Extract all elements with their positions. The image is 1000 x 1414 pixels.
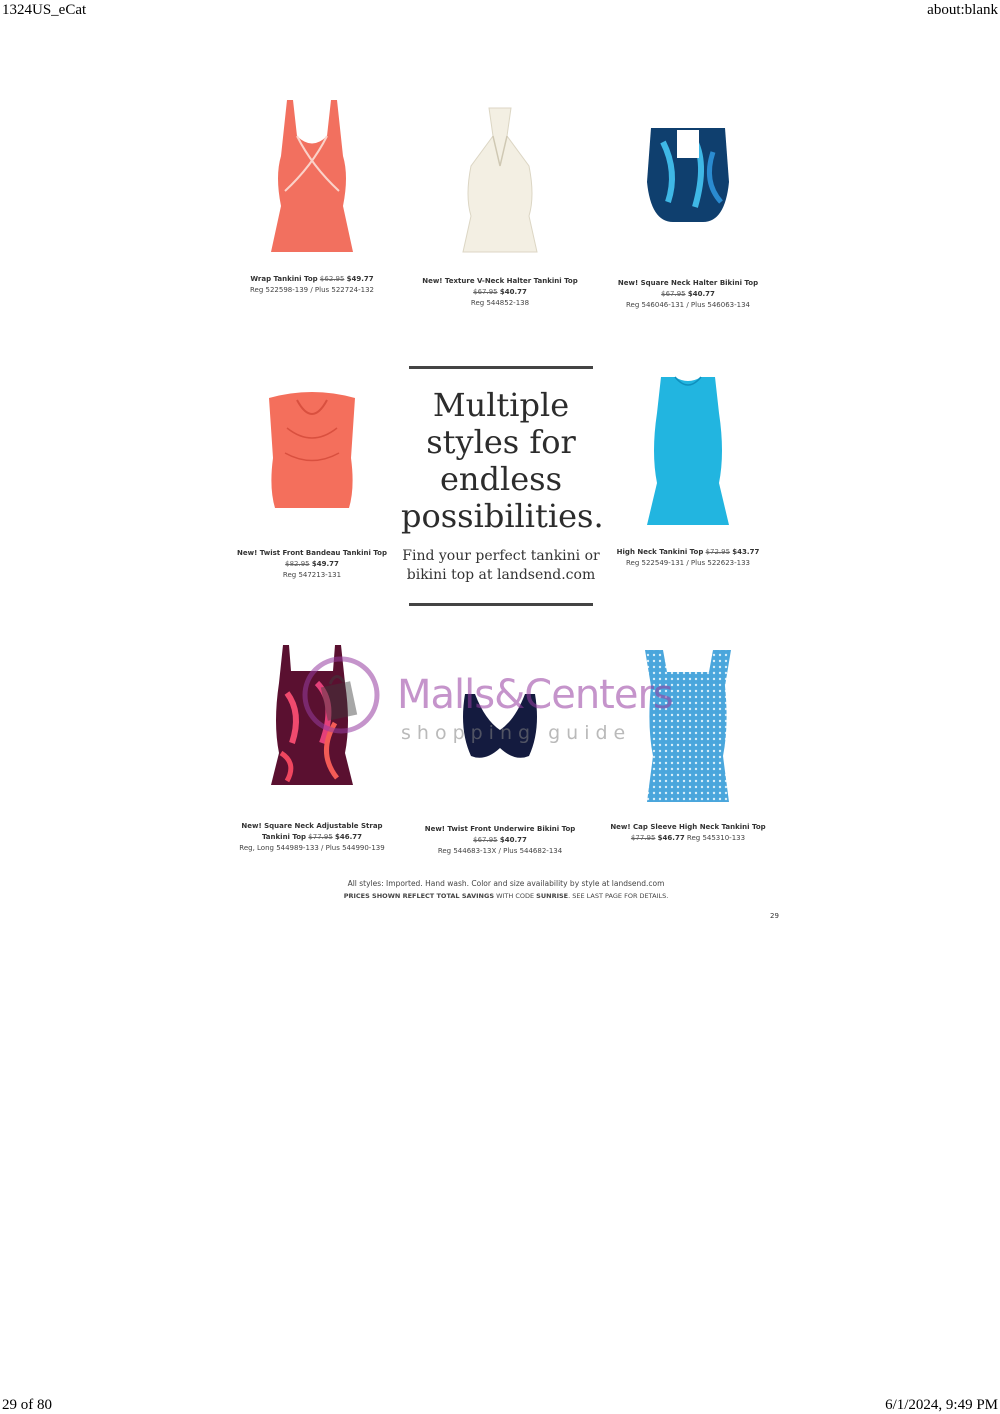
print-datetime: 6/1/2024, 9:49 PM — [885, 1397, 998, 1413]
item-number: Reg 544852-138 — [470, 299, 530, 307]
item-number: Reg 522598-139 / Plus 522724-132 — [249, 286, 375, 294]
sale-price: $49.77 — [311, 560, 339, 568]
product-wrap-tankini — [217, 96, 407, 296]
item-number: Reg 544683-13X / Plus 544682-134 — [437, 847, 563, 855]
wrap-tankini-icon — [257, 96, 367, 256]
halter-bikini-icon — [633, 122, 743, 232]
product-underwire-bikini — [405, 690, 595, 857]
product-name-line2: Tankini Top — [261, 833, 307, 841]
product-name: New! Twist Front Underwire Bikini Top — [424, 825, 576, 833]
sale-price: $40.77 — [499, 288, 527, 296]
original-price: $62.95 — [319, 275, 345, 283]
pricing-note: PRICES SHOWN REFLECT TOTAL SAVINGS WITH CODE SUNRISE. SEE LAST PAGE FOR DETAILS. — [343, 892, 669, 900]
product-halter-tankini — [405, 106, 595, 309]
item-number: Reg 546046-131 / Plus 546063-134 — [625, 301, 751, 309]
item-number: Reg 522549-131 / Plus 522623-133 — [625, 559, 751, 567]
page-number: 29 — [770, 912, 779, 920]
product-square-neck-tankini — [217, 643, 407, 854]
sale-price: $46.77 — [657, 834, 685, 842]
original-price: $82.95 — [285, 560, 310, 568]
sale-price: $40.77 — [499, 836, 527, 844]
high-neck-tankini-icon — [633, 373, 743, 528]
product-cap-sleeve-tankini — [593, 646, 783, 844]
divider-bottom — [409, 603, 593, 606]
product-name: Wrap Tankini Top — [250, 275, 318, 283]
original-price: $67.95 — [661, 290, 686, 298]
product-name: New! Square Neck Adjustable Strap — [241, 822, 383, 830]
divider-top — [409, 366, 593, 369]
page-counter: 29 of 80 — [2, 1397, 52, 1413]
document-url: about:blank — [927, 2, 998, 18]
product-high-neck-tankini — [593, 373, 783, 569]
promo-headline: Multiple styles for endless possibilities. — [401, 386, 604, 535]
underwire-bikini-icon — [445, 690, 555, 765]
original-price: $67.95 — [473, 288, 498, 296]
product-name: New! Twist Front Bandeau Tankini Top — [237, 549, 387, 557]
sale-price: $43.77 — [732, 548, 760, 556]
original-price: $72.95 — [705, 548, 731, 556]
watermark-brand: Malls&Centers — [397, 672, 673, 718]
halter-tankini-icon — [445, 106, 555, 256]
item-number: Reg 547213-131 — [282, 571, 342, 579]
sale-price: $40.77 — [687, 290, 715, 298]
watermark-tagline: shopping guide — [401, 722, 632, 744]
cap-sleeve-tankini-icon — [633, 646, 743, 806]
sale-price: $49.77 — [346, 275, 374, 283]
promo-block — [401, 366, 604, 606]
product-name: High Neck Tankini Top — [616, 548, 704, 556]
product-halter-bikini — [593, 122, 783, 311]
product-bandeau-tankini — [217, 388, 407, 581]
product-name: New! Square Neck Halter Bikini Top — [617, 279, 759, 287]
item-number: Reg 545310-133 — [686, 834, 746, 842]
original-price: $77.95 — [630, 834, 656, 842]
sale-price: $46.77 — [335, 833, 363, 841]
promo-subhead: Find your perfect tankini or bikini top at landsend.com — [402, 548, 600, 583]
bandeau-tankini-icon — [257, 388, 367, 512]
product-name: New! Texture V-Neck Halter Tankini Top — [422, 277, 578, 285]
item-number: Reg, Long 544989-133 / Plus 544990-139 — [239, 844, 385, 852]
document-title: 1324US_eCat — [2, 2, 87, 18]
original-price: $77.95 — [308, 833, 333, 841]
square-neck-tankini-icon — [257, 643, 367, 788]
original-price: $67.95 — [473, 836, 498, 844]
style-note: All styles: Imported. Hand wash. Color and size availability by style at landsend.com — [347, 879, 665, 888]
product-name: New! Cap Sleeve High Neck Tankini Top — [610, 823, 766, 831]
